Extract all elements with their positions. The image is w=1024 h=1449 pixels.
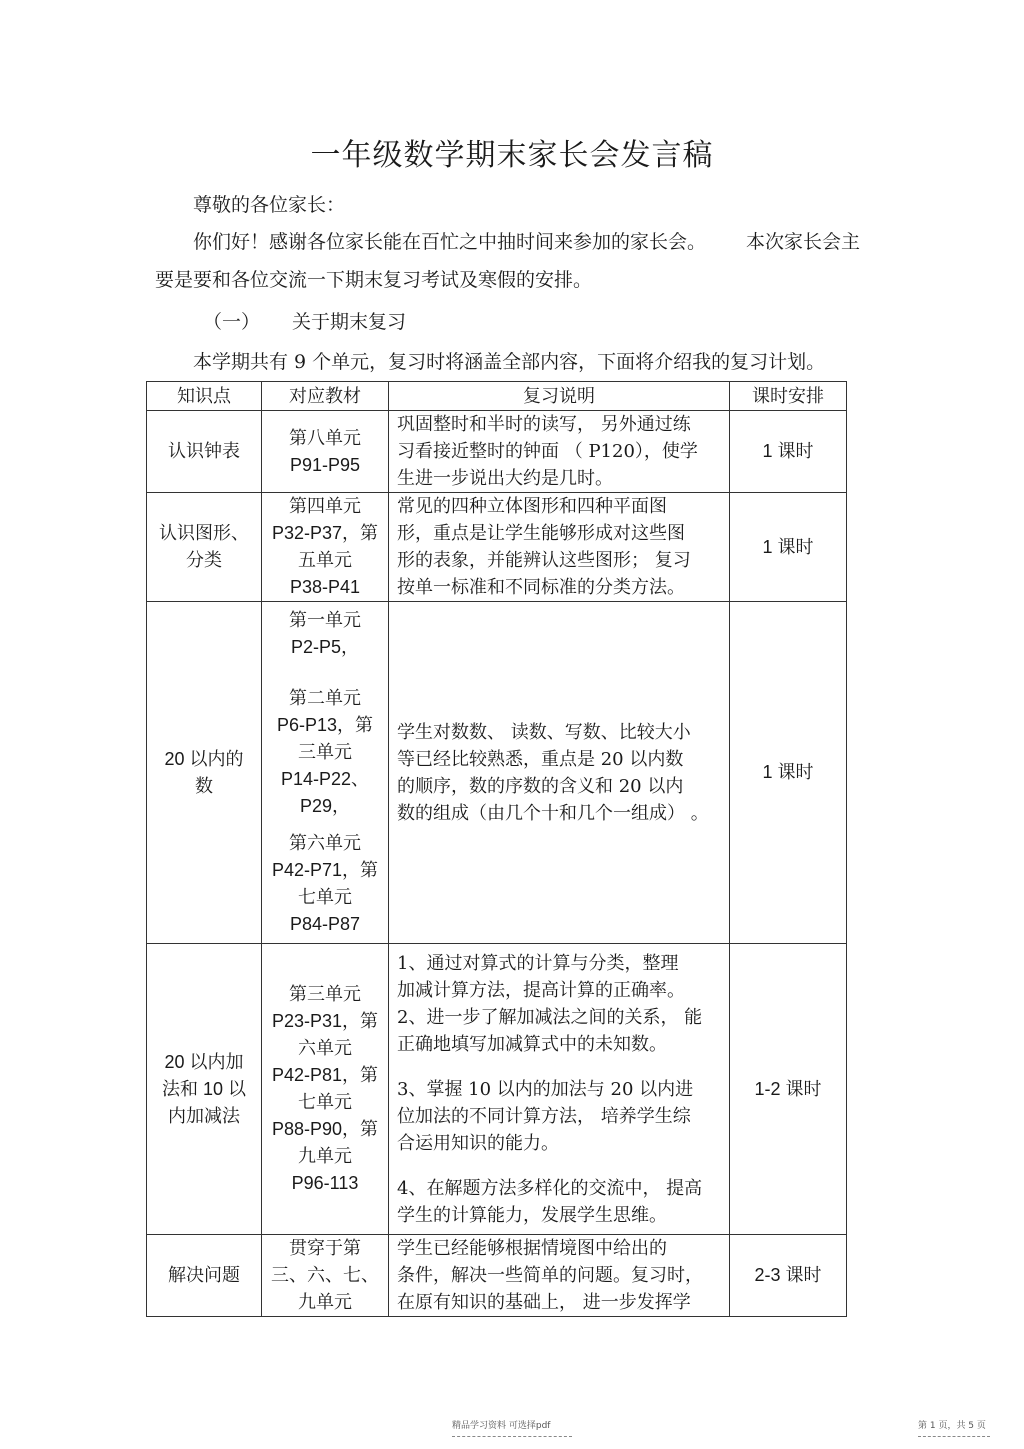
description-line: 2、进一步了解加减法之间的关系， 能 [397,1006,703,1028]
material-text: P42-P71，第 [271,860,379,880]
description-line: 的顺序，数的序数的含义和 20 以内 [397,775,684,797]
description-line: 数的组成（由几个十和几个一组成） 。 [397,802,709,824]
hours-cell: 1-2 课时 [730,944,847,1235]
intro-line1-part-a: 你们好！感谢各位家长能在百忙之中抽时间来参加的家长会。 [193,231,707,253]
description-cell [389,944,730,1235]
topic-text: 分类 [186,550,222,571]
hours-cell: 1 课时 [730,411,847,493]
header-topic: 知识点 [147,382,262,411]
material-spacer [268,661,382,685]
table-row [147,602,847,944]
footer-left-text: 精品学习资料 可选择pdf [452,1421,551,1431]
section-heading [203,303,406,341]
material-text: P91-P95 [289,454,361,475]
material-text: P23-P31，第 [271,1011,379,1031]
description-line: 条件，解决一些简单的问题。复习时， [397,1265,703,1286]
material-text: 贯穿于第 [289,1238,361,1259]
description-line: 学生已经能够根据情境图中给出的 [397,1238,667,1259]
header-hours: 课时安排 [730,382,847,411]
description-line: 在原有知识的基础上， 进一步发挥学 [397,1292,691,1313]
description-line: 位加法的不同计算方法， 培养学生综 [397,1105,691,1127]
material-text: 第一单元 [289,610,361,631]
material-text: 三单元 [298,742,352,763]
material-text: P14-P22、 [280,769,370,789]
topic-cell [147,602,262,944]
material-cell [262,944,389,1235]
description-cell [389,493,730,602]
material-text: 第六单元 [289,833,361,854]
description-line: 学生的计算能力，发展学生思维。 [397,1204,667,1226]
header-material: 对应教材 [262,382,389,411]
material-text: P38-P41 [289,577,361,597]
description-line: 4、在解题方法多样化的交流中， 提高 [397,1177,703,1199]
material-spacer [268,820,382,830]
footer-divider-left [452,1436,572,1437]
material-text: 五单元 [298,550,352,571]
intro-paragraph-line1 [193,223,860,261]
material-cell [262,1235,389,1317]
material-text: 第三单元 [289,984,361,1005]
material-text: P2-P5， [290,637,360,657]
topic-text: 20 以内加 [164,1051,244,1072]
material-cell [262,411,389,493]
material-text: P88-P90，第 [271,1119,379,1139]
description-line: 形的表象，并能辨认这些图形； 复习 [397,550,691,571]
hours-cell: 1 课时 [730,602,847,944]
description-line: 按单一标准和不同标准的分类方法。 [397,577,685,598]
topic-text: 数 [195,775,213,796]
material-cell [262,493,389,602]
description-line: 习看接近整时的钟面 （ P120），使学 [397,441,698,462]
material-text: 第二单元 [289,688,361,709]
table-header-row [147,382,847,411]
description-line: 形，重点是让学生能够形成对这些图 [397,523,685,544]
description-spacer [397,1157,721,1175]
material-text: 七单元 [298,887,352,908]
topic-cell [147,1235,262,1317]
greeting: 尊敬的各位家长： [193,194,346,216]
description-line: 生进一步说出大约是几时。 [397,468,613,489]
material-text: 九单元 [298,1292,352,1313]
table-row [147,411,847,493]
description-line: 正确地填写加减算式中的未知数。 [397,1033,667,1055]
header-description: 复习说明 [389,382,730,411]
topic-cell [147,411,262,493]
document-title: 一年级数学期末家长会发言稿 [310,138,714,173]
description-line: 等已经比较熟悉，重点是 20 以内数 [397,748,684,770]
topic-text: 认识图形、 [159,523,249,544]
description-line: 合运用知识的能力。 [397,1132,559,1154]
hours-cell: 1 课时 [730,493,847,602]
plan-intro: 本学期共有 9 个单元，复习时将涵盖全部内容，下面将介绍我的复习计划。 [193,351,826,373]
table-row [147,493,847,602]
topic-cell [147,493,262,602]
footer-divider-right [918,1436,990,1437]
topic-text: 解决问题 [168,1265,240,1286]
material-text: P42-P81，第 [271,1065,379,1085]
description-line: 加减计算方法，提高计算的正确率。 [397,979,685,1001]
section-number: （一） [203,311,261,333]
intro-paragraph-line2: 要是要和各位交流一下期末复习考试及寒假的安排。 [155,269,593,291]
description-line: 3、掌握 10 以内的加法与 20 以内进 [397,1078,694,1100]
material-text: P84-P87 [289,914,361,934]
material-text: 第八单元 [289,427,361,449]
description-cell [389,411,730,493]
review-plan-table [146,381,847,1317]
topic-text: 内加减法 [168,1105,240,1126]
description-spacer [397,1058,721,1076]
material-text: 七单元 [298,1092,352,1113]
description-line: 常见的四种立体图形和四种平面图 [397,496,667,517]
material-text: P32-P37，第 [271,523,379,543]
material-cell [262,602,389,944]
material-text: 九单元 [298,1146,352,1167]
page-number: 第 1 页，共 5 页 [918,1421,986,1431]
description-line: 学生对数数、 读数、写数、比较大小 [397,721,691,743]
material-text: P96-113 [291,1173,359,1193]
material-text: 三、六、七、 [271,1265,379,1286]
topic-cell [147,944,262,1235]
topic-text: 认识钟表 [168,441,240,462]
table-row [147,1235,847,1317]
description-line: 巩固整时和半时的读写， 另外通过练 [397,414,691,435]
description-cell [389,1235,730,1317]
topic-text: 法和 10 以 [161,1078,247,1099]
topic-text: 20 以内的 [164,748,244,769]
section-title: 关于期末复习 [292,311,407,333]
description-cell [389,602,730,944]
material-text: 六单元 [298,1038,352,1059]
material-text: 第四单元 [289,496,361,517]
description-line: 1、通过对算式的计算与分类，整理 [397,952,679,974]
table-row [147,944,847,1235]
hours-cell: 2-3 课时 [730,1235,847,1317]
intro-line1-part-b: 本次家长会主 [746,231,861,253]
material-text: P6-P13，第 [276,715,374,735]
material-text: P29， [299,796,351,816]
